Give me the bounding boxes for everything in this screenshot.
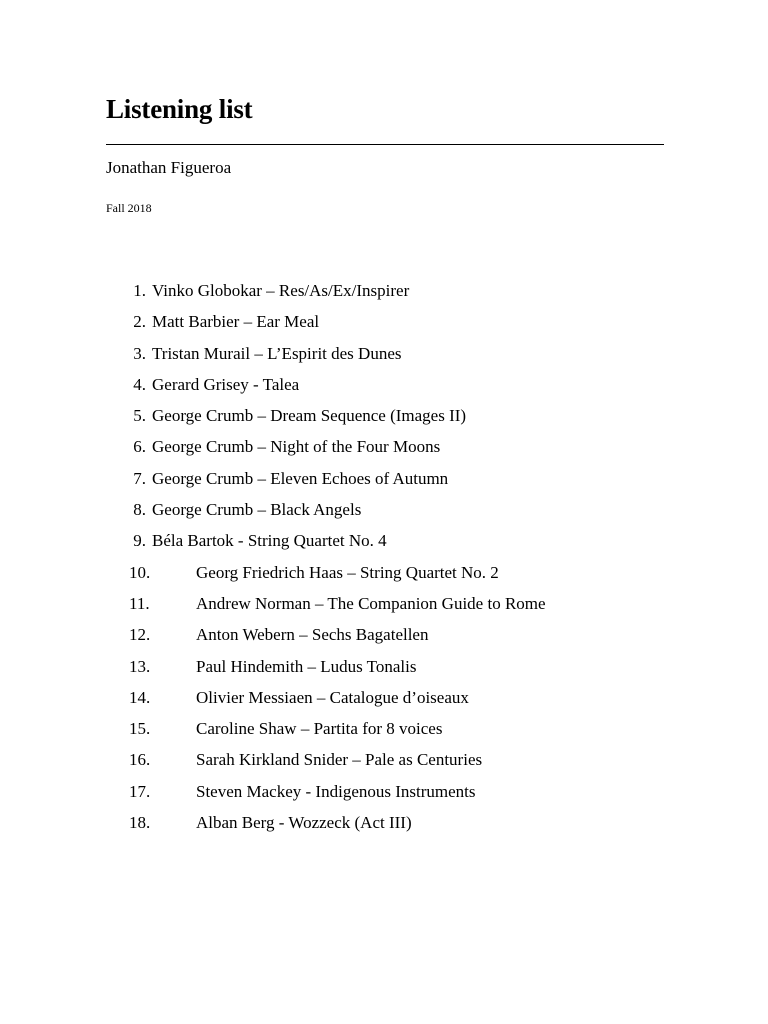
list-item-text: Gerard Grisey - Talea [152,374,300,394]
list-item-text: Matt Barbier – Ear Meal [152,312,320,332]
list-item [0,467,768,498]
list-item [0,655,768,686]
list-item [0,498,768,529]
list-item-number: 4. [133,374,146,394]
list-item-text: George Crumb – Black Angels [152,500,362,520]
list-item-number: 1. [133,281,146,300]
list-item-number: 12. [129,625,151,645]
list-item-number: 17. [129,781,151,801]
list-item-number: 8. [133,500,146,520]
list-item [0,435,768,466]
list-item-text: Sarah Kirkland Snider – Pale as Centuries [196,750,483,770]
list-item-number: 2. [133,312,146,332]
list-item-text: Alban Berg - Wozzeck (Act III) [196,813,412,833]
list-item [0,529,768,560]
list-item [0,373,768,404]
list-item-number: 10. [129,562,151,582]
list-item [0,342,768,373]
list-item [0,561,768,592]
author-name: Jonathan Figueroa [106,158,232,177]
list-item [0,279,768,310]
list-item-number: 3. [133,343,146,363]
document-title: Listening list [106,94,253,124]
list-item-number: 15. [129,719,151,739]
listening-list [0,279,768,842]
list-item-text: Paul Hindemith – Ludus Tonalis [196,656,417,676]
list-item-number: 7. [133,468,146,488]
list-item-text: George Crumb – Dream Sequence (Images II) [152,406,467,426]
list-item-number: 13. [129,656,151,676]
list-item [0,811,768,842]
list-item-number: 11. [129,593,150,613]
list-item-number: 16. [129,750,151,770]
list-item-number: 5. [133,406,146,426]
list-item-text: Steven Mackey - Indigenous Instruments [196,781,476,801]
title-divider [106,144,664,145]
list-item [0,404,768,435]
list-item-text: Caroline Shaw – Partita for 8 voices [196,719,443,739]
list-item-number: 6. [133,437,146,457]
list-item-number: 18. [129,813,151,833]
list-item-text: Georg Friedrich Haas – String Quartet No. 2 [196,562,499,582]
list-item-text: Tristan Murail – L’Espirit des Dunes [152,343,402,363]
list-item-text: Anton Webern – Sechs Bagatellen [196,625,429,645]
list-item-number: 14. [129,687,151,707]
list-item-number: 9. [133,531,146,551]
list-item-text: Béla Bartok - String Quartet No. 4 [152,531,387,551]
list-item [0,780,768,811]
list-item-text: Olivier Messiaen – Catalogue d’oiseaux [196,687,469,707]
list-item-text: George Crumb – Night of the Four Moons [152,437,441,457]
list-item [0,717,768,748]
list-item-text: Andrew Norman – The Companion Guide to Rome [196,593,546,613]
list-item-text: Vinko Globokar – Res/As/Ex/Inspirer [152,281,410,300]
list-item [0,686,768,717]
list-item [0,310,768,341]
list-item-text: George Crumb – Eleven Echoes of Autumn [152,468,449,488]
list-item [0,592,768,623]
term-date: Fall 2018 [106,201,152,215]
list-item [0,748,768,779]
list-item [0,623,768,654]
